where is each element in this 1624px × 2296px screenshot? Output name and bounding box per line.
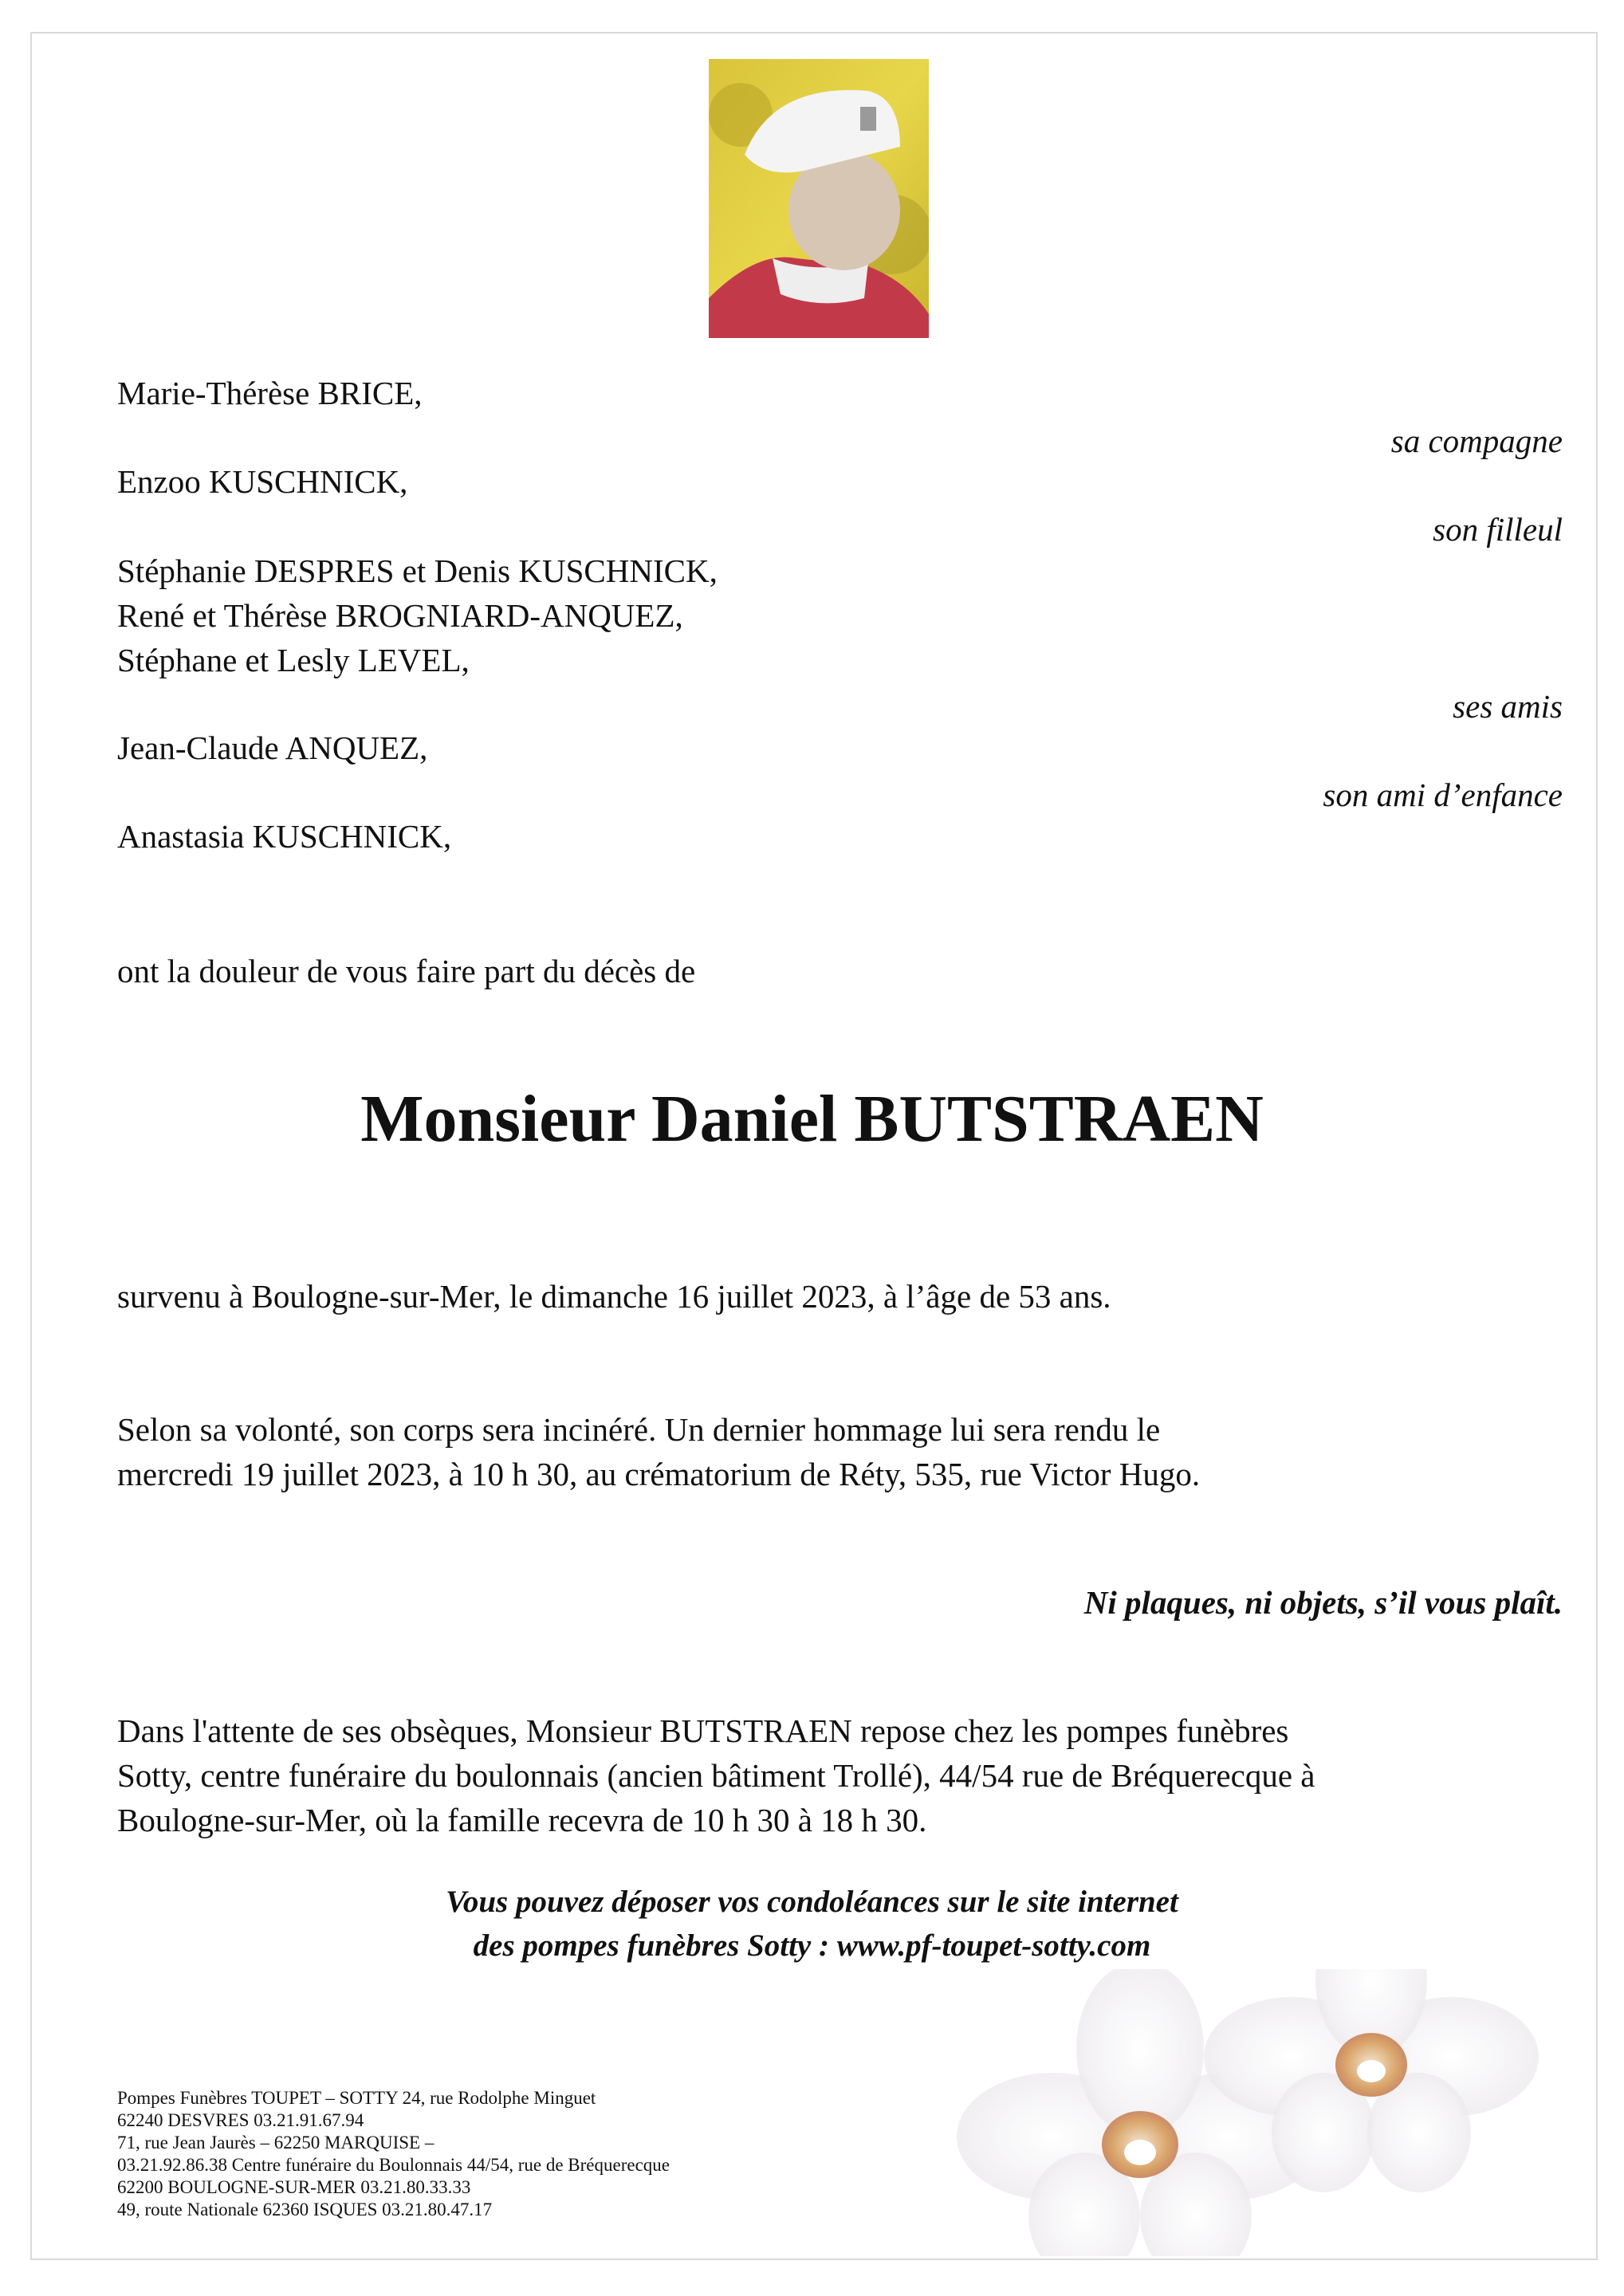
condolences-website-line: des pompes funèbres Sotty : www.pf-toupet-sotty.com [473, 1928, 1151, 1963]
footer-line: 49, route Nationale 62360 ISQUES 03.21.80.47.17 [117, 2200, 493, 2219]
visitation-paragraph [117, 1708, 1552, 1842]
mourner-name: Marie-Thérèse BRICE, [117, 375, 423, 411]
death-details: survenu à Boulogne-sur-Mer, le dimanche 16 juillet 2023, à l’âge de 53 ans. [117, 1278, 1111, 1315]
visitation-line: Boulogne-sur-Mer, où la famille recevra de 10 h 30 à 18 h 30. [117, 1802, 927, 1838]
mourner-name: Anastasia KUSCHNICK, [117, 818, 452, 855]
visitation-line: Dans l'attente de ses obsèques, Monsieur BUTSTRAEN repose chez les pompes funèbres [117, 1712, 1289, 1749]
footer-line: 03.21.92.86.38 Centre funéraire du Boulonnais 44/54, rue de Bréquerecque [117, 2155, 670, 2175]
ceremony-line: Selon sa volonté, son corps sera incinéré. Un dernier hommage lui sera rendu le [117, 1411, 1161, 1448]
mourner-relation: son ami d’enfance [1323, 776, 1563, 813]
mourner-name: Stéphane et Lesly LEVEL, [117, 642, 470, 678]
portrait-photo-icon [709, 59, 929, 338]
footer-line: 71, rue Jean Jaurès – 62250 MARQUISE – [117, 2133, 435, 2152]
deceased-name: Monsieur Daniel BUTSTRAEN [360, 1082, 1264, 1156]
mourner-name: René et Thérèse BROGNIARD-ANQUEZ, [117, 597, 683, 634]
footer-line: 62240 DESVRES 03.21.91.67.94 [117, 2110, 364, 2130]
announcement-text: ont la douleur de vous faire part du décès de [117, 953, 696, 989]
no-flowers-request: Ni plaques, ni objets, s’il vous plaît. [1083, 1584, 1563, 1621]
mourner-relation: ses amis [1453, 688, 1563, 725]
mourner-name: Jean-Claude ANQUEZ, [117, 729, 428, 766]
footer-line: 62200 BOULOGNE-SUR-MER 03.21.80.33.33 [117, 2177, 471, 2197]
visitation-line: Sotty, centre funéraire du boulonnais (ancien bâtiment Trollé), 44/54 rue de Bréquerecque à [117, 1757, 1315, 1794]
mourner-relation: son filleul [1433, 511, 1563, 548]
mourner-relation: sa compagne [1390, 423, 1563, 459]
mourner-name: Enzoo KUSCHNICK, [117, 463, 408, 500]
ceremony-line: mercredi 19 juillet 2023, à 10 h 30, au crématorium de Réty, 535, rue Victor Hugo. [117, 1456, 1201, 1492]
condolences-line: Vous pouvez déposer vos condoléances sur le site internet [446, 1885, 1178, 1919]
condolences-notice [0, 1880, 1624, 1968]
footer-line: Pompes Funèbres TOUPET – SOTTY 24, rue Rodolphe Minguet [117, 2088, 596, 2108]
ceremony-paragraph [117, 1407, 1552, 1496]
mourner-name: Stéphanie DESPRES et Denis KUSCHNICK, [117, 552, 718, 589]
funeral-home-footer [117, 2087, 670, 2221]
orchid-flowers-icon [957, 1969, 1595, 2256]
